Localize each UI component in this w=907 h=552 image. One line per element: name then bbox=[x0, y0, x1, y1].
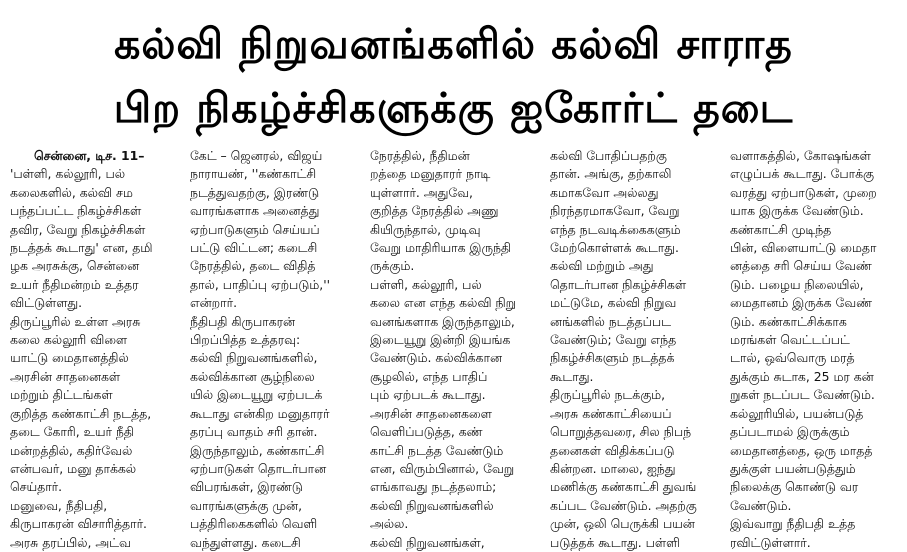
article-text-line: கல்வி நிறுவனங்களில் bbox=[370, 497, 494, 513]
article-text-line: நிரந்தரமாகவோ, வேறு bbox=[550, 203, 680, 219]
article-text-line: எழுப்பக் கூடாது. போக்கு bbox=[730, 166, 874, 182]
article-text-line: கல்வி நிறுவனங்கள், bbox=[370, 534, 485, 550]
article-text-line: நடத்தக் கூடாது' என, தமி bbox=[10, 240, 153, 256]
article-text-line: எங்காவது நடத்தலாம்; bbox=[370, 479, 497, 495]
article-text-line: உயர் நீதிமன்றம் உத்தர bbox=[10, 276, 139, 292]
article-text-line: கியிருந்தால், முடிவு bbox=[370, 221, 481, 237]
article-text-line: நேரத்தில், நீதிமன் bbox=[370, 148, 470, 163]
article-text-line: நிலைக்கு கொண்டு வர bbox=[730, 479, 859, 495]
article-text-line: யுள்ளார். அதுவே, bbox=[370, 184, 473, 200]
article-text-line: மரங்கள் வெட்டப்பட் bbox=[730, 332, 850, 348]
article-text-line: வேண்டும். கல்விக்கான bbox=[370, 350, 502, 366]
article-text-line: என, விரும்பினால், வேறு bbox=[370, 460, 515, 476]
article-text-line: பந்தப்பட்ட நிகழ்ச்சிகள் bbox=[10, 203, 142, 219]
article-text-line: ழக அரசுக்கு, சென்னை bbox=[10, 258, 140, 274]
article-text-line: நடத்துவதற்கு, இரண்டு bbox=[190, 184, 320, 200]
article-text-line: காட்சி நடத்த வேண்டும் bbox=[370, 442, 504, 458]
article-text-line: ஏற்பாடுகள் தொடர்பான bbox=[190, 460, 327, 476]
article-text-line: சென்னை, டிச. 11– bbox=[34, 148, 145, 163]
article-text-line: இவ்வாறு நீதிபதி உத்த bbox=[730, 516, 856, 532]
article-text-line: மட்டுமே, கல்வி நிறுவ bbox=[550, 295, 677, 311]
article-text-line: நிகழ்ச்சிகளும் நடத்தக் bbox=[550, 350, 675, 366]
article-text-line: இருந்தாலும், கண்காட்சி bbox=[190, 442, 325, 458]
article-text-line: கலை என எந்த கல்வி நிறு bbox=[370, 295, 516, 311]
article-text-line: நேரத்தில், தடை விதித் bbox=[190, 258, 316, 274]
article-text-line: றத்தை மனுதாரர் நாடி bbox=[370, 166, 491, 182]
article-text-line: பட்டு விட்டன; கடைசி bbox=[190, 240, 318, 256]
article-text-line: தால், பாதிப்பு ஏற்படும்,'' bbox=[190, 276, 331, 292]
article-text-line: தடை கோரி, உயர் நீதி bbox=[10, 424, 134, 440]
article-text-line: குறித்த நேரத்தில் அணு bbox=[370, 203, 499, 219]
article-text-line: வாரங்களாக அனைத்து bbox=[190, 203, 320, 219]
article-text-line: யாட்டு மைதானத்தில் bbox=[10, 350, 129, 366]
article-text-line: கல்லூரியில், பயன்படுத் bbox=[730, 405, 864, 421]
article-text-line: பின், விளையாட்டு மைதா bbox=[730, 240, 877, 256]
article-text-line: வெளிப்படுத்த, கண் bbox=[370, 424, 483, 440]
article-text-line: அரசின் சாதனைகளை bbox=[370, 405, 492, 421]
article-text-line: பள்ளி, கல்லூரி, பல் bbox=[370, 276, 482, 292]
article-text-line: எந்த நடவடிக்கைகளும் bbox=[550, 221, 681, 237]
article-text-line: வனங்களாக இருந்தாலும், bbox=[370, 313, 515, 329]
article-text-line: வரத்து ஏற்பாடுகள், முறை bbox=[730, 184, 877, 200]
article-text-line: பும் ஏற்படக் கூடாது. bbox=[370, 387, 486, 403]
article-text-line: குறித்த கண்காட்சி நடத்த, bbox=[10, 405, 152, 421]
article-text-line: தவிர, வேறு நிகழ்ச்சிகள் bbox=[10, 221, 146, 237]
article-text-line: கல்வி மற்றும் அது bbox=[550, 258, 654, 274]
article-text-line: தப்படாமல் இருக்கும் bbox=[730, 424, 850, 440]
article-text-line: என்றார். bbox=[190, 295, 238, 311]
article-column-2 bbox=[190, 147, 356, 552]
article-text-line: னத்தை சரி செய்ய வேண் bbox=[730, 258, 872, 274]
article-text-line: திருப்பூரில் உள்ள அரசு bbox=[10, 313, 141, 329]
article-text-line: றுகள் நடப்பட வேண்டும். bbox=[730, 387, 875, 403]
article-column-3 bbox=[370, 147, 536, 552]
article-column-4 bbox=[550, 147, 716, 552]
article-text-line: மேற்கொள்ளக் கூடாது. bbox=[550, 240, 679, 256]
article-text-line: யில் இடையூறு ஏற்படக் bbox=[190, 387, 323, 403]
article-column-1 bbox=[10, 147, 176, 552]
article-text-line: அரசு கண்காட்சியைப் bbox=[550, 405, 672, 421]
article-text-line: தான். அங்கு, தற்காலி bbox=[550, 166, 672, 182]
article-text-line: துக்குள் பயன்படுத்தும் bbox=[730, 460, 856, 476]
article-text-line: மைதானத்தை, ஒரு மாதத் bbox=[730, 442, 873, 458]
article-text-line: செய்தார். bbox=[10, 479, 63, 495]
article-text-line: கமாகவோ அல்லது bbox=[550, 184, 659, 200]
article-text-line: விபரங்கள், இரண்டு bbox=[190, 479, 303, 495]
article-text-line: வேறு மாதிரியாக இருந்தி bbox=[370, 240, 512, 256]
article-text-line: சூழலில், எந்த பாதிப் bbox=[370, 368, 488, 384]
article-text-line: கிருபாகரன் விசாரித்தார். bbox=[10, 516, 147, 532]
article-text-line: 'பள்ளி, கல்லூரி, பல் bbox=[10, 166, 126, 182]
article-text-line: டும். கண்காட்சிக்காக bbox=[730, 313, 847, 329]
article-text-line: கப்பட வேண்டும். அதற்கு bbox=[550, 497, 697, 513]
headline-line-2: பிற நிகழ்ச்சிகளுக்கு ஐகோர்ட் தடை bbox=[113, 84, 794, 132]
article-text-line: டால், ஒவ்வொரு மரத் bbox=[730, 350, 855, 366]
article-text-line: கின்றன. மாலை, ஐந்து bbox=[550, 460, 676, 476]
article-text-line: தரப்பு வாதம் சரி தான். bbox=[190, 424, 318, 440]
article-text-line: தொடர்பான நிகழ்ச்சிகள் bbox=[550, 276, 687, 292]
article-text-line: பத்திரிகைகளில் வெளி bbox=[190, 516, 318, 532]
article-body bbox=[10, 147, 900, 550]
article-text-line: கல்வி நிறுவனங்களில், bbox=[190, 350, 318, 366]
article-text-line: கேட் – ஜெனரல், விஜய் bbox=[190, 148, 323, 163]
article-text-line: ருக்கும். bbox=[370, 258, 415, 274]
article-text-line: தனைகள் விதிக்கப்படு bbox=[550, 442, 675, 458]
article-text-line: ஏற்பாடுகளும் செய்யப் bbox=[190, 221, 320, 237]
article-text-line: பொறுத்தவரை, சில நிபந் bbox=[550, 424, 692, 440]
article-text-line: திருப்பூரில் நடக்கும், bbox=[550, 387, 666, 403]
article-text-line: வேண்டும்; வேறு எந்த bbox=[550, 332, 677, 348]
article-text-line: கல்விக்கான சூழ்நிலை bbox=[190, 368, 315, 384]
article-text-line: விட்டுள்ளது. bbox=[10, 295, 83, 311]
article-text-line: மன்றத்தில், கதிர்வேல் bbox=[10, 442, 133, 458]
article-text-line: அரசின் சாதனைகள் bbox=[10, 368, 121, 384]
article-text-line: நீதிபதி கிருபாகரன் bbox=[190, 313, 296, 329]
article-text-line: கண்காட்சி முடிந்த bbox=[730, 221, 832, 237]
article-text-line: இடையூறு இன்றி இயங்க bbox=[370, 332, 511, 348]
article-text-line: படுத்தக் கூடாது. பள்ளி bbox=[550, 534, 680, 550]
article-text-line: வேண்டும். bbox=[730, 497, 792, 513]
article-text-line: மணிக்கு கண்காட்சி துவங் bbox=[550, 479, 697, 495]
article-text-line: கலை கல்லூரி விளை bbox=[10, 332, 128, 348]
article-text-line: கூடாது. bbox=[550, 368, 594, 384]
article-text-line: வளாகத்தில், கோஷங்கள் bbox=[730, 148, 871, 163]
headline-line-1: கல்வி நிறுவனங்களில் கல்வி சாராத bbox=[114, 20, 793, 68]
article-text-line: டும். பழைய நிலையில், bbox=[730, 276, 864, 292]
article-column-5 bbox=[730, 147, 896, 552]
article-text-line: கூடாது என்கிற மனுதாரர் bbox=[190, 405, 330, 421]
article-text-line: கல்வி போதிப்பதற்கு bbox=[550, 148, 667, 163]
article-text-line: ரவிட்டுள்ளார். bbox=[730, 534, 811, 550]
article-text-line: கலைகளில், கல்வி சம bbox=[10, 184, 133, 200]
article-text-line: என்பவர், மனு தாக்கல் bbox=[10, 460, 137, 476]
article-text-line: அரசு தரப்பில், அட்வ bbox=[10, 534, 131, 550]
article-text-line: அல்ல. bbox=[370, 516, 409, 532]
article-text-line: மற்றும் திட்டங்கள் bbox=[10, 387, 113, 403]
article-text-line: வந்துள்ளது. கடைசி bbox=[190, 534, 301, 550]
article-text-line: பிறப்பித்த உத்தரவு: bbox=[190, 332, 301, 348]
article-text-line: முன், ஒலி பெருக்கி பயன் bbox=[550, 516, 695, 532]
article-text-line: மனுவை, நீதிபதி, bbox=[10, 497, 108, 513]
article-text-line: வாரங்களுக்கு முன், bbox=[190, 497, 303, 513]
article-text-line: துக்கும் சுடாக, 25 மர கன் bbox=[730, 368, 874, 384]
article-text-line: னங்களில் நடத்தப்பட bbox=[550, 313, 671, 329]
article-text-line: நாராயண், ''கண்காட்சி bbox=[190, 166, 317, 182]
article-text-line: யாக இருக்க வேண்டும். bbox=[730, 203, 864, 219]
article-text-line: மைதானம் இருக்க வேண் bbox=[730, 295, 872, 311]
